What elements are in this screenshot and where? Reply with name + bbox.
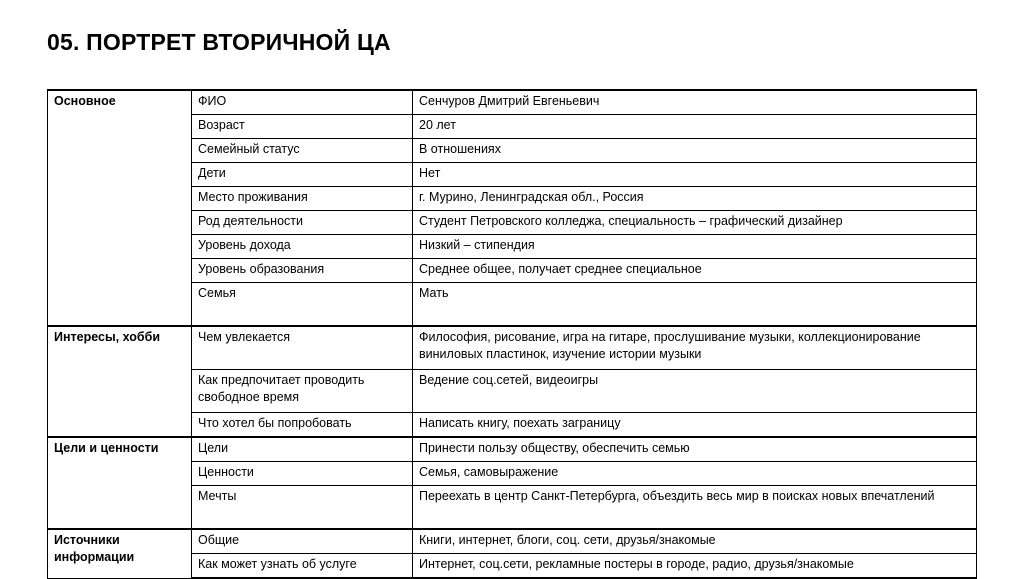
field-value: Переехать в центр Санкт-Петербурга, объездить весь мир в поисках новых впечатлений: [413, 486, 977, 530]
field-value: Семья, самовыражение: [413, 462, 977, 486]
section-label-istochniki-informacii: Источники информации: [48, 529, 192, 578]
section-label-celi-i-cennosti: Цели и ценности: [48, 437, 192, 529]
field-value: Интернет, соц.сети, рекламные постеры в городе, радио, друзья/знакомые: [413, 554, 977, 579]
field-value: Нет: [413, 163, 977, 187]
field-value: Принести пользу обществу, обеспечить семью: [413, 437, 977, 462]
field-value: Мать: [413, 283, 977, 327]
field-label: Семейный статус: [192, 139, 413, 163]
table-row: [48, 529, 977, 554]
field-value: Студент Петровского колледжа, специальность – графический дизайнер: [413, 211, 977, 235]
field-label: Чем увлекается: [192, 326, 413, 370]
field-label: Уровень дохода: [192, 235, 413, 259]
field-label: Цели: [192, 437, 413, 462]
page-title: 05. ПОРТРЕТ ВТОРИЧНОЙ ЦА: [47, 29, 391, 55]
field-value: Философия, рисование, игра на гитаре, прослушивание музыки, коллекционирование виниловых пластинок, изучение истории музыки: [413, 326, 977, 370]
table-row: [48, 90, 977, 115]
section-label-osnovnoe: Основное: [48, 90, 192, 326]
field-label: Дети: [192, 163, 413, 187]
field-label: ФИО: [192, 90, 413, 115]
field-value: В отношениях: [413, 139, 977, 163]
field-label: Уровень образования: [192, 259, 413, 283]
field-label: Как может узнать об услуге: [192, 554, 413, 579]
field-label: Что хотел бы попробовать: [192, 413, 413, 438]
field-label: Общие: [192, 529, 413, 554]
field-label: Род деятельности: [192, 211, 413, 235]
field-value: Среднее общее, получает среднее специальное: [413, 259, 977, 283]
field-value: Низкий – стипендия: [413, 235, 977, 259]
field-value: Сенчуров Дмитрий Евгеньевич: [413, 90, 977, 115]
field-label: Как предпочитает проводить свободное время: [192, 370, 413, 413]
section-label-interesy-hobbi: Интересы, хобби: [48, 326, 192, 437]
table-row: [48, 326, 977, 370]
field-value: Написать книгу, поехать заграницу: [413, 413, 977, 438]
field-label: Ценности: [192, 462, 413, 486]
field-value: г. Мурино, Ленинградская обл., Россия: [413, 187, 977, 211]
field-value: 20 лет: [413, 115, 977, 139]
field-label: Возраст: [192, 115, 413, 139]
field-value: Книги, интернет, блоги, соц. сети, друзья/знакомые: [413, 529, 977, 554]
field-label: Семья: [192, 283, 413, 327]
field-value: Ведение соц.сетей, видеоигры: [413, 370, 977, 413]
table-row: [48, 437, 977, 462]
field-label: Мечты: [192, 486, 413, 530]
audience-portrait-table: [47, 89, 977, 579]
field-label: Место проживания: [192, 187, 413, 211]
